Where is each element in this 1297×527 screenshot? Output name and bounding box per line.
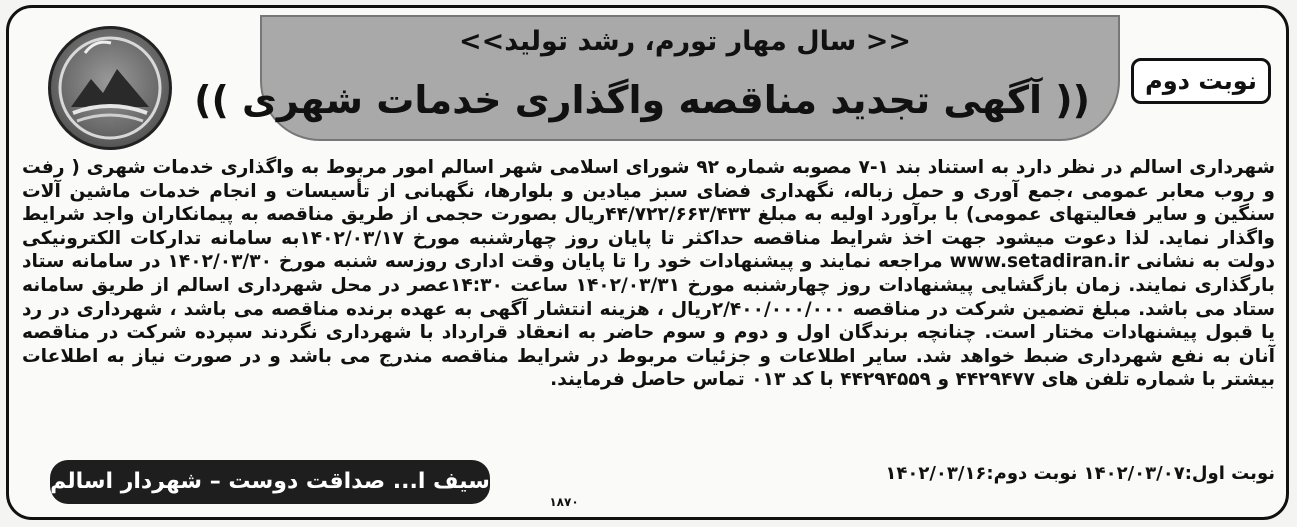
ad-code: ۱۸۷۰ [549,495,579,509]
slogan: << سال مهار تورم، رشد تولید>> [459,26,911,57]
signature-banner: سیف ا... صداقت دوست – شهردار اسالم [50,460,490,504]
announcement-paragraph: شهرداری اسالم در نظر دارد به استناد بند ۱-۷ مصوبه شماره ۹۲ شورای اسلامی شهر اسالم امور مربوط به واگذاری خدمات شهری ( رفت و روب معابر عمومی ،جمع آوری و حمل زباله، نگهداری فضای سبز میادین و بلوارها، نگهبانی از تأسیسات و انجام خدمات ماشین آلات سنگین و سایر فعالیتهای عمومی) با برآورد اولیه به مبلغ ۴۴/۷۲۲/۶۶۳/۴۳۳ریال بصورت حجمی از طریق مناقصه به پیمانکاران واجد شرایط واگذار نماید. لذا دعوت میشود جهت اخذ شرایط مناقصه حداکثر تا پایان روز چهارشنبه مورخ ۱۴۰۲/۰۳/۱۷به سامانه تدارکات الکترونیکی دولت به نشانی www.setadiran.ir مراجعه نمایند و پیشنهادات خود را تا پایان وقت اداری روزسه شنبه مورخ ۱۴۰۲/۰۳/۳۰ در سامانه ستاد بارگذاری نمایند. زمان بازگشایی پیشنهادات روز چهارشنبه مورخ ۱۴۰۲/۰۳/۳۱ ساعت ۱۴:۳۰عصر در محل شهرداری اسالم از طریق سامانه ستاد می باشد. مبلغ تضمین شرکت در مناقصه ۲/۴۰۰/۰۰۰/۰۰۰ریال ، هزینه انتشار آگهی به عهده برنده مناقصه می باشد ، شهرداری در رد یا قبول پیشنهادات مختار است. چنانچه برندگان اول و دوم و سوم حاضر به انعقاد قرارداد با شهرداری نگردند سپرده شرکت در مناقصه آنان به نفع شهرداری ضبط خواهد شد. سایر اطلاعات و جزئیات مربوط در شرایط مناقصه مندرج می باشد و در صورت نیاز به اطلاعات بیشتر با شماره تلفن های ۴۴۲۹۴۷۷ و ۴۴۲۹۴۵۵۹ با کد ۰۱۳ تماس حاصل فرمایند. [22,157,1275,391]
round-badge: نوبت دوم [1131,58,1271,104]
municipality-logo-icon [48,26,172,150]
publication-dates-line: نوبت اول:۱۴۰۲/۰۳/۰۷ نوبت دوم:۱۴۰۲/۰۳/۱۶ [885,463,1275,484]
publication-dates [700,462,1275,510]
announcement-body [22,156,1275,456]
page-title: (( آگهی تجدید مناقصه واگذاری خدمات شهری )) [194,78,1090,122]
